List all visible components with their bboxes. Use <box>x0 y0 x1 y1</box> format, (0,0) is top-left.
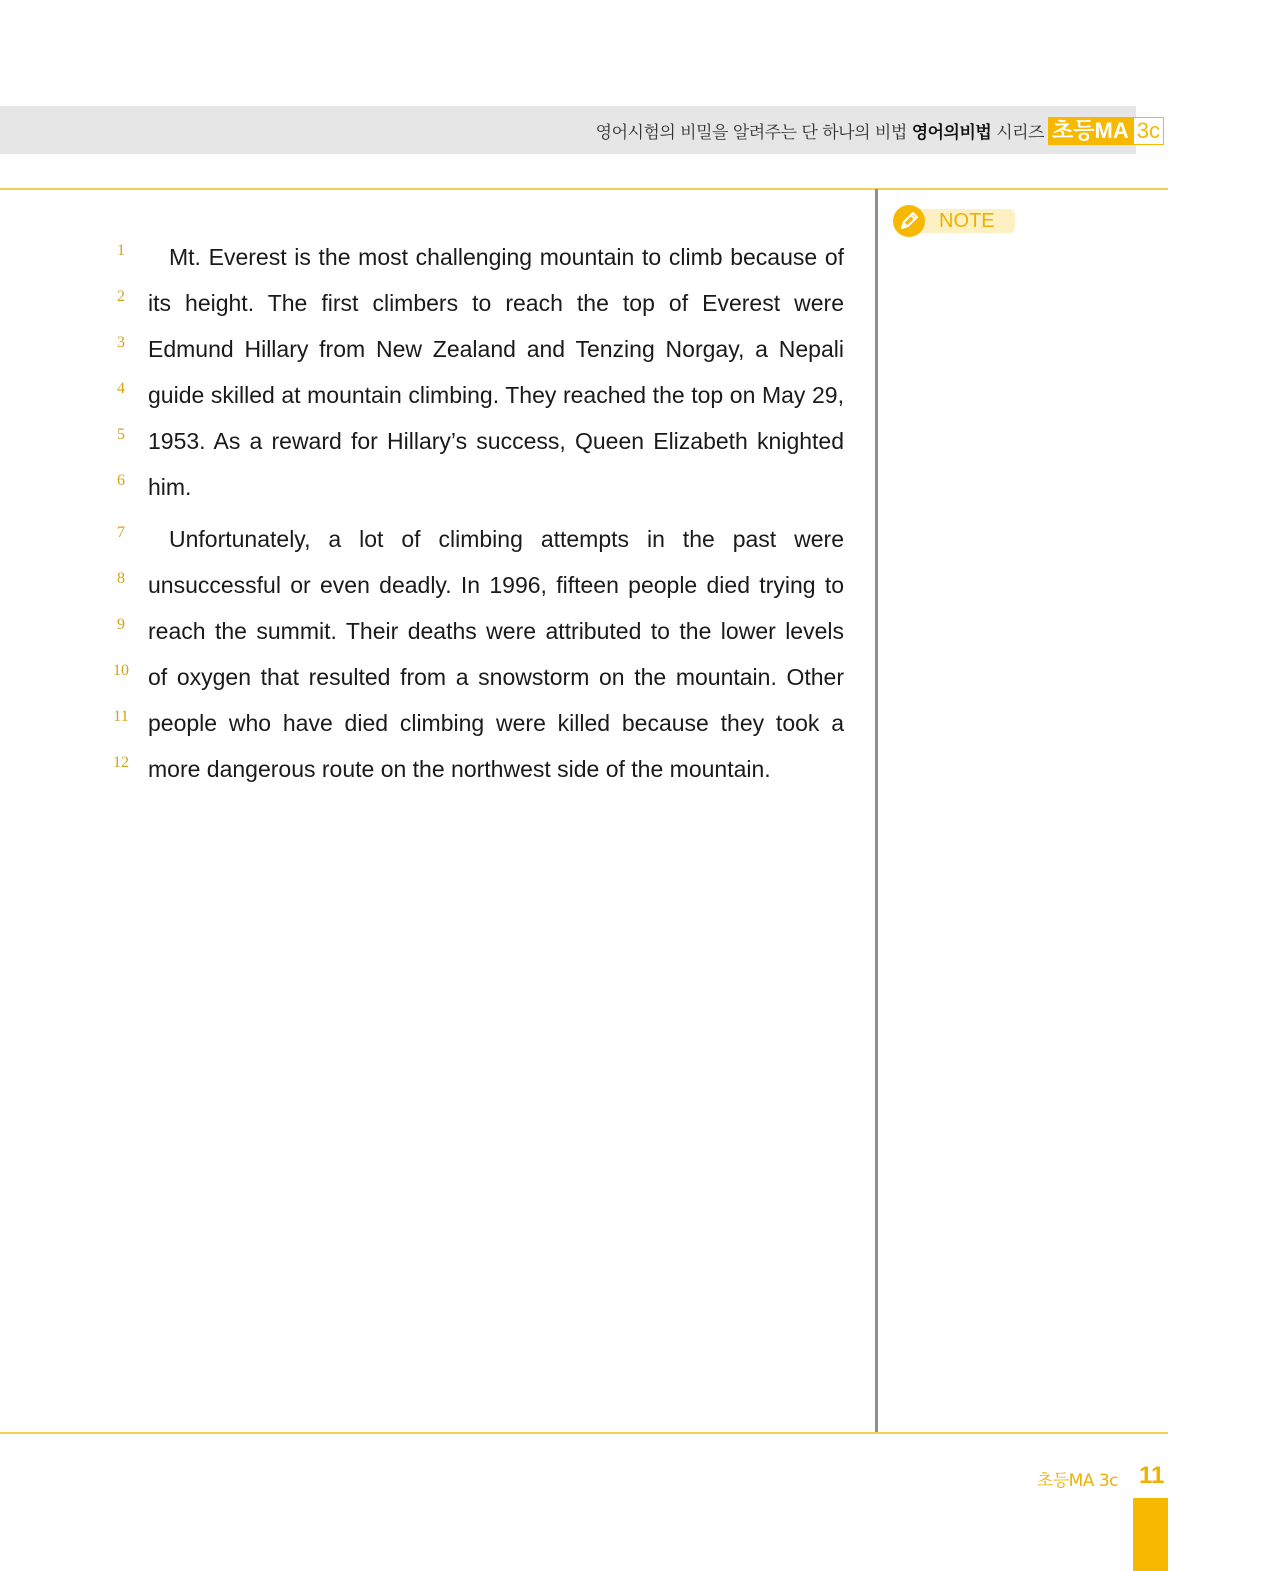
line-number: 10 <box>113 662 129 679</box>
passage-line <box>100 282 860 328</box>
passage-line <box>100 702 860 748</box>
bottom-rule <box>0 1432 1168 1434</box>
line-number: 3 <box>117 334 125 351</box>
line-number: 12 <box>113 754 129 771</box>
line-number: 7 <box>117 524 125 541</box>
line-text: of oxygen that resulted from a snowstorm on the mountain. Other <box>148 664 844 690</box>
passage-line <box>100 518 860 564</box>
passage-line <box>100 236 860 282</box>
page-number: 11 <box>1139 1462 1165 1489</box>
badge-sub: 3c <box>1133 117 1164 145</box>
column-divider <box>875 189 878 1434</box>
badge-main: 초등MA <box>1048 117 1133 145</box>
passage-line <box>100 420 860 466</box>
line-text: guide skilled at mountain climbing. They reached the top on May 29, <box>148 382 844 408</box>
line-number: 11 <box>113 708 129 725</box>
line-text: Edmund Hillary from New Zealand and Tenzing Norgay, a Nepali <box>148 336 844 362</box>
line-number: 5 <box>117 426 125 443</box>
footer-book-title: 초등MA 3c <box>1036 1471 1118 1491</box>
line-number: 2 <box>117 288 125 305</box>
line-number: 9 <box>117 616 125 633</box>
passage-line <box>100 466 860 512</box>
page-tab <box>1133 1498 1168 1571</box>
line-text: him. <box>148 474 192 500</box>
line-number: 6 <box>117 472 125 489</box>
line-number: 8 <box>117 570 125 587</box>
line-number: 4 <box>117 380 125 397</box>
line-text: its height. The first climbers to reach the top of Everest were <box>148 290 844 316</box>
note-label: NOTE <box>919 209 1015 233</box>
note-header <box>893 205 1015 237</box>
passage-line <box>100 328 860 374</box>
book-badge <box>1048 117 1164 145</box>
series-text: 영어시험의 비밀을 알려주는 단 하나의 비법 <box>595 123 907 143</box>
passage-line <box>100 564 860 610</box>
passage-line <box>100 374 860 420</box>
line-text: unsuccessful or even deadly. In 1996, fifteen people died trying to <box>148 572 844 598</box>
line-text: 1953. As a reward for Hillary’s success, Queen Elizabeth knighted <box>148 428 844 454</box>
passage-line <box>100 748 860 794</box>
passage-line <box>100 610 860 656</box>
passage-line <box>100 656 860 702</box>
line-number: 1 <box>117 242 125 259</box>
line-text: reach the summit. Their deaths were attributed to the lower levels <box>148 618 844 644</box>
line-text: Mt. Everest is the most challenging mountain to climb because of <box>169 244 844 270</box>
series-tagline <box>596 118 1044 143</box>
series-name: 영어의비법 <box>911 123 992 143</box>
line-text: Unfortunately, a lot of climbing attempts in the past were <box>169 526 844 552</box>
pencil-icon <box>893 205 925 237</box>
series-suffix: 시리즈 <box>996 123 1044 143</box>
line-text: people who have died climbing were killed because they took a <box>148 710 844 736</box>
line-text: more dangerous route on the northwest side of the mountain. <box>148 756 771 782</box>
top-rule <box>0 188 1168 190</box>
